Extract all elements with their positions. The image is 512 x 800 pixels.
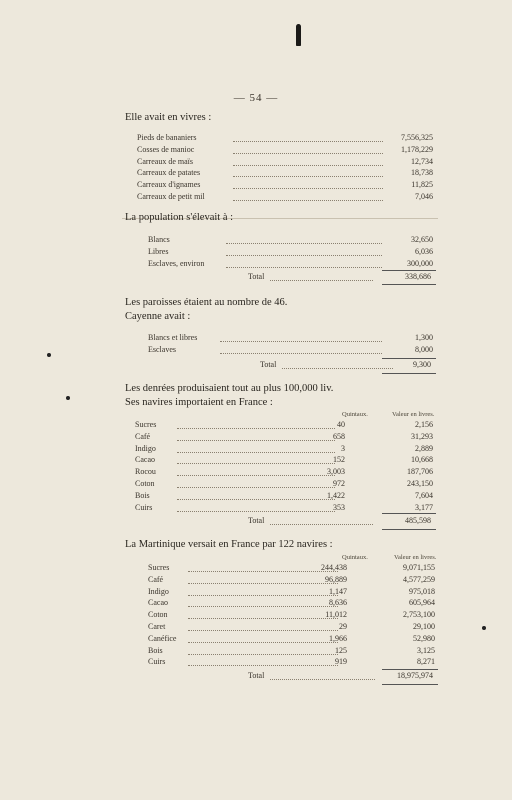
row-value: 18,738 (411, 168, 433, 178)
row-value: 7,046 (415, 191, 433, 201)
row-label: Carreaux d'ignames (137, 180, 201, 190)
row-value: 9,071,155 (403, 563, 435, 572)
table-row (135, 478, 433, 490)
row-label: Café (135, 431, 151, 441)
total-label: Total (248, 516, 265, 525)
table-row (148, 574, 435, 586)
table-row (135, 502, 433, 514)
sum-rule (382, 270, 436, 271)
row-label: Carreaux de maïs (137, 156, 193, 166)
dot-leader (233, 145, 383, 154)
table-row (137, 156, 433, 168)
dot-leader (188, 610, 338, 619)
row-label: Coton (148, 610, 168, 620)
row-label: Bois (148, 645, 163, 655)
table-row (148, 258, 433, 270)
row-label: Esclaves, environ (148, 258, 205, 268)
row-value: 3,177 (415, 502, 433, 512)
cayenne-exports-list (135, 419, 433, 513)
row-quantity: 972 (333, 478, 345, 488)
dot-leader (188, 622, 338, 631)
total-value: 18,975,974 (397, 671, 433, 680)
total-value: 338,686 (405, 272, 431, 281)
table-row (148, 234, 433, 246)
table-row (148, 621, 435, 633)
row-value: 2,753,100 (403, 610, 435, 620)
dot-leader (233, 168, 383, 177)
ink-smudge (296, 24, 301, 46)
row-label: Café (148, 574, 164, 584)
row-label: Carreaux de patates (137, 168, 201, 178)
total-label: Total (248, 671, 265, 680)
table-row (135, 443, 433, 455)
row-quantity: 40 (337, 420, 345, 429)
row-label: Caret (148, 621, 166, 631)
section-heading-navires: Ses navires importaient en France : (125, 397, 273, 408)
dot-leader (188, 598, 338, 607)
dot-leader (188, 575, 338, 584)
row-label: Bois (135, 490, 150, 500)
dot-leader (188, 563, 338, 572)
dot-leader (177, 479, 335, 488)
sum-rule (382, 284, 436, 285)
row-value: 8,000 (415, 344, 433, 354)
table-row (148, 562, 435, 574)
table-row (135, 419, 433, 431)
sum-rule (382, 684, 438, 685)
row-label: Canéfice (148, 633, 177, 643)
table-row (148, 645, 435, 657)
row-value: 243,150 (407, 478, 433, 488)
dot-leader (177, 432, 335, 441)
row-label: Esclaves (148, 344, 176, 354)
total-value: 485,598 (405, 516, 431, 525)
table-row (148, 332, 433, 344)
row-quantity: 11,012 (325, 610, 347, 620)
row-value: 7,604 (415, 490, 433, 500)
vivres-list (137, 132, 433, 203)
dot-leader (226, 235, 382, 244)
section-heading-denrees: Les denrées produisaient tout au plus 100,000 liv. (125, 383, 334, 394)
row-label: Libres (148, 246, 169, 256)
row-label: Cacao (148, 598, 168, 608)
row-value: 2,156 (415, 420, 433, 429)
dot-leader (177, 444, 335, 453)
sum-rule (382, 373, 436, 374)
row-quantity: 1,422 (327, 490, 345, 500)
row-value: 8,271 (417, 657, 435, 667)
row-value: 31,293 (411, 431, 433, 441)
row-label: Carreaux de petit mil (137, 191, 205, 201)
dot-leader (233, 133, 383, 142)
row-quantity: 125 (335, 645, 347, 655)
row-quantity: 353 (333, 502, 345, 512)
row-label: Coton (135, 478, 155, 488)
table-row (135, 490, 433, 502)
row-value: 605,964 (409, 598, 435, 608)
table-row (148, 586, 435, 598)
row-quantity: 658 (333, 431, 345, 441)
table-row (148, 246, 433, 258)
dot-leader (188, 587, 338, 596)
column-header-valeur: Valeur en livres. (392, 411, 435, 418)
row-value: 6,036 (415, 246, 433, 256)
dot-leader (220, 333, 382, 342)
cayenne-total (248, 515, 433, 527)
dot-leader (220, 345, 382, 354)
row-value: 4,577,259 (403, 574, 435, 584)
ink-dot (482, 626, 486, 630)
row-value: 1,178,229 (401, 144, 433, 154)
row-quantity: 244,438 (321, 563, 347, 572)
row-value: 187,706 (407, 467, 433, 477)
dot-leader (233, 192, 383, 201)
paroisses-total (260, 359, 433, 371)
sum-rule (382, 529, 436, 530)
row-label: Indigo (148, 586, 169, 596)
table-row (148, 609, 435, 621)
row-value: 975,018 (409, 586, 435, 596)
martinique-exports-list (148, 562, 435, 668)
table-row (137, 167, 433, 179)
row-quantity: 3,003 (327, 467, 345, 477)
dot-leader (188, 646, 338, 655)
dot-leader (177, 467, 335, 476)
row-label: Cosses de manioc (137, 144, 195, 154)
table-row (148, 656, 435, 668)
row-label: Pieds de bananiers (137, 133, 197, 142)
table-row (137, 191, 433, 203)
dot-leader (233, 157, 383, 166)
section-heading-martinique: La Martinique versait en France par 122 navires : (125, 539, 333, 550)
row-label: Rocou (135, 467, 156, 477)
row-label: Cuirs (135, 502, 153, 512)
row-value: 52,980 (413, 633, 435, 643)
row-value: 10,668 (411, 455, 433, 465)
martinique-total (248, 670, 435, 682)
sum-rule (382, 513, 436, 514)
row-value: 7,556,325 (401, 133, 433, 142)
row-quantity: 1,147 (329, 586, 347, 596)
total-label: Total (260, 360, 277, 369)
row-quantity: 1,966 (329, 633, 347, 643)
row-quantity: 29 (339, 621, 347, 631)
row-value: 1,300 (415, 333, 433, 342)
paroisses-list (148, 332, 433, 356)
column-header-quintaux: Quintaux. (342, 411, 368, 418)
table-row (135, 431, 433, 443)
section-heading-cayenne: Cayenne avait : (125, 311, 191, 322)
row-value: 300,000 (407, 258, 433, 268)
section-heading-population: La population s'élevait à : (125, 212, 234, 223)
row-quantity: 96,889 (325, 574, 347, 584)
column-header-valeur: Valeur en livres. (394, 554, 437, 561)
dot-leader (177, 455, 335, 464)
row-label: Sucres (148, 563, 170, 572)
dot-leader (177, 420, 335, 429)
row-label: Indigo (135, 443, 156, 453)
row-label: Cacao (135, 455, 155, 465)
dot-leader (188, 634, 338, 643)
ink-dot (47, 353, 51, 357)
row-value: 32,650 (411, 235, 433, 244)
row-quantity: 152 (333, 455, 345, 465)
population-list (148, 234, 433, 269)
row-value: 3,125 (417, 645, 435, 655)
dot-leader (226, 247, 382, 256)
page-number: — 54 — (233, 92, 279, 104)
row-quantity: 3 (341, 443, 345, 453)
dot-leader (226, 259, 382, 268)
total-value: 9,300 (413, 360, 431, 369)
row-label: Sucres (135, 420, 157, 429)
table-row (148, 633, 435, 645)
row-label: Cuirs (148, 657, 166, 667)
table-row (137, 144, 433, 156)
row-quantity: 919 (335, 657, 347, 667)
ink-dot (66, 396, 70, 400)
table-row (148, 344, 433, 356)
table-row (135, 454, 433, 466)
dot-leader (177, 491, 335, 500)
dot-leader (177, 503, 335, 512)
table-row (148, 597, 435, 609)
table-row (137, 179, 433, 191)
section-heading-paroisses: Les paroisses étaient au nombre de 46. (125, 297, 288, 308)
row-label: Blancs (148, 235, 170, 244)
column-header-quintaux: Quintaux. (342, 554, 368, 561)
total-label: Total (248, 272, 265, 281)
population-total (248, 271, 433, 283)
row-quantity: 8,636 (329, 598, 347, 608)
row-value: 29,100 (413, 621, 435, 631)
dot-leader (188, 657, 338, 666)
row-value: 12,734 (411, 156, 433, 166)
table-row (137, 132, 433, 144)
table-row (135, 466, 433, 478)
row-value: 11,825 (411, 180, 433, 190)
row-label: Blancs et libres (148, 333, 198, 342)
row-value: 2,889 (415, 443, 433, 453)
section-heading-vivres: Elle avait en vivres : (125, 112, 212, 123)
dot-leader (233, 180, 383, 189)
